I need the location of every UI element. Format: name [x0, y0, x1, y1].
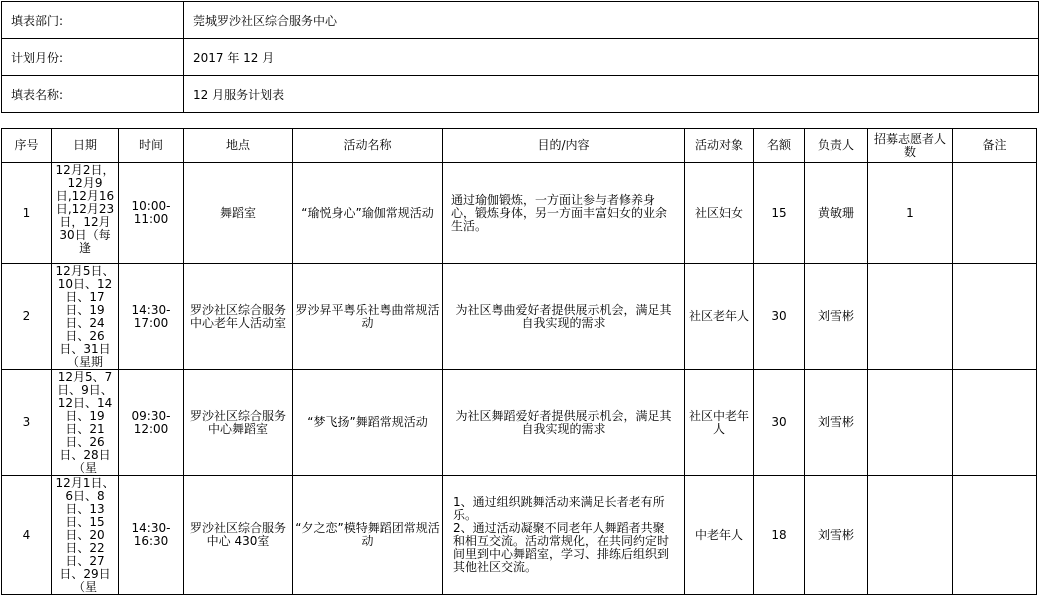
row-leader: 刘雪彬 [805, 370, 868, 476]
row-time: 09:30-12:00 [119, 370, 184, 476]
col-header-volunteers: 招募志愿者人数 [868, 129, 953, 163]
row-quota: 15 [754, 163, 805, 264]
row-activity: “夕之恋”模特舞蹈团常规活动 [293, 476, 443, 595]
dept-row [2, 2, 1039, 39]
row-no: 3 [2, 370, 52, 476]
row-leader: 黄敏珊 [805, 163, 868, 264]
col-header-time: 时间 [119, 129, 184, 163]
row-no: 4 [2, 476, 52, 595]
row-purpose: 通过瑜伽锻炼，一方面让参与者修养身心，锻炼身体，另一方面丰富妇女的业余生活。 [443, 163, 685, 264]
row-volunteers: 1 [868, 163, 953, 264]
row-place: 罗沙社区综合服务中心 430室 [184, 476, 293, 595]
col-header-purpose: 目的/内容 [443, 129, 685, 163]
row-date: 12月1日、6日、8日、13日、15日、20日、22日、27日、29日（星 [52, 476, 119, 595]
row-volunteers [868, 264, 953, 370]
dept-label: 填表部门: [2, 2, 184, 39]
row-leader: 刘雪彬 [805, 476, 868, 595]
row-place: 罗沙社区综合服务中心老年人活动室 [184, 264, 293, 370]
col-header-date: 日期 [52, 129, 119, 163]
row-target: 社区中老年人 [685, 370, 754, 476]
row-remark [953, 476, 1037, 595]
col-header-target: 活动对象 [685, 129, 754, 163]
table-header-row [2, 129, 1037, 163]
col-header-leader: 负责人 [805, 129, 868, 163]
row-remark [953, 370, 1037, 476]
table-row [2, 476, 1037, 595]
col-header-quota: 名额 [754, 129, 805, 163]
month-value: 2017 年 12 月 [184, 39, 1039, 76]
row-target: 中老年人 [685, 476, 754, 595]
row-quota: 18 [754, 476, 805, 595]
table-row [2, 264, 1037, 370]
form-name-row [2, 76, 1039, 113]
row-target: 社区老年人 [685, 264, 754, 370]
row-date: 12月5日、10日、12日、17日、19日、24日、26日、31日（星期 [52, 264, 119, 370]
form-info-table [1, 1, 1039, 113]
month-row [2, 39, 1039, 76]
row-purpose: 为社区粤曲爱好者提供展示机会，满足其自我实现的需求 [443, 264, 685, 370]
col-header-remark: 备注 [953, 129, 1037, 163]
month-label: 计划月份: [2, 39, 184, 76]
row-activity: “梦飞扬”舞蹈常规活动 [293, 370, 443, 476]
row-leader: 刘雪彬 [805, 264, 868, 370]
row-date: 12月2日，12月9日,12月16日,12月23日，12月30日（每逢 [52, 163, 119, 264]
row-time: 10:00-11:00 [119, 163, 184, 264]
row-quota: 30 [754, 370, 805, 476]
row-place: 罗沙社区综合服务中心舞蹈室 [184, 370, 293, 476]
row-date: 12月5、7日、9日、12日、14日、19日、21日、26日、28日（星 [52, 370, 119, 476]
form-name-value: 12 月服务计划表 [184, 76, 1039, 113]
row-activity: 罗沙昇平粤乐社粤曲常规活动 [293, 264, 443, 370]
col-header-activity: 活动名称 [293, 129, 443, 163]
row-quota: 30 [754, 264, 805, 370]
row-target: 社区妇女 [685, 163, 754, 264]
row-time: 14:30-16:30 [119, 476, 184, 595]
row-volunteers [868, 370, 953, 476]
row-purpose: 1、通过组织跳舞活动来满足长者老有所乐。 2、通过活动凝聚不同老年人舞蹈者共聚和相互交流。活动常规化，在共同约定时间里到中心舞蹈室，学习、排练后组织到其他社区交流。 [443, 476, 685, 595]
dept-value: 莞城罗沙社区综合服务中心 [184, 2, 1039, 39]
table-row [2, 370, 1037, 476]
row-activity: “瑜悦身心”瑜伽常规活动 [293, 163, 443, 264]
table-row [2, 163, 1037, 264]
row-place: 舞蹈室 [184, 163, 293, 264]
service-plan-table [1, 128, 1037, 595]
row-no: 1 [2, 163, 52, 264]
row-purpose: 为社区舞蹈爱好者提供展示机会，满足其自我实现的需求 [443, 370, 685, 476]
col-header-place: 地点 [184, 129, 293, 163]
row-remark [953, 264, 1037, 370]
row-time: 14:30-17:00 [119, 264, 184, 370]
col-header-no: 序号 [2, 129, 52, 163]
row-remark [953, 163, 1037, 264]
form-name-label: 填表名称: [2, 76, 184, 113]
row-no: 2 [2, 264, 52, 370]
row-volunteers [868, 476, 953, 595]
